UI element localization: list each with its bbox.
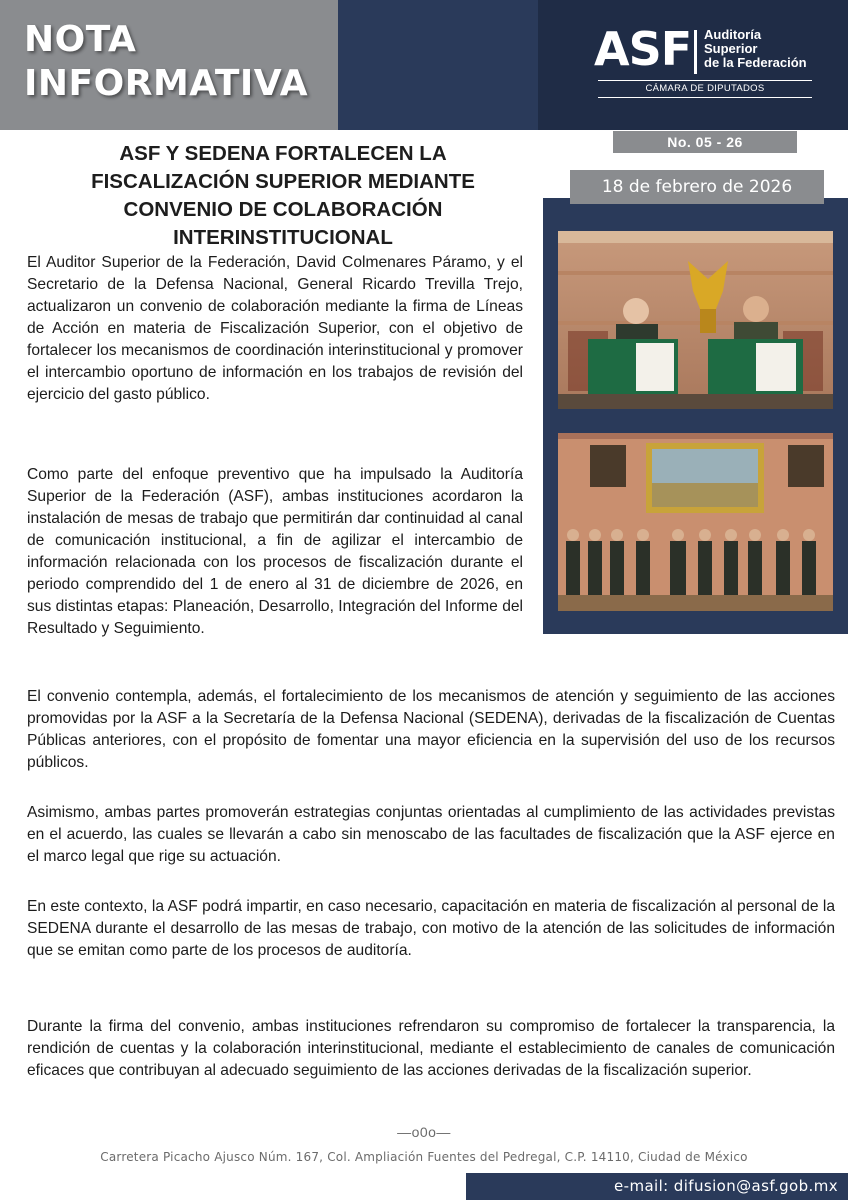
bulletin-date: 18 de febrero de 2026 — [570, 170, 824, 204]
document-title: NOTA INFORMATIVA — [24, 19, 309, 104]
logo-rule-top — [598, 80, 812, 81]
asf-logo — [594, 20, 824, 110]
logo-subtitle: CÁMARA DE DIPUTADOS — [645, 83, 765, 94]
logo-rule-bottom — [598, 97, 812, 98]
logo-name-line1: Auditoría — [704, 27, 762, 42]
end-ornament: —o0o— — [397, 1124, 451, 1140]
paragraph-6: Durante la firma del convenio, ambas instituciones refrendaron su compromiso de fortalecer la transparencia, la rendición de cuentas y la colaboración interinstitucional, mediante el establecimiento de canales de comunicación eficaces que contribuyan al adecuado seguimiento de las acciones derivadas de la fiscalización superior. — [27, 1018, 835, 1079]
paragraph-2: Como parte del enfoque preventivo que ha impulsado la Auditoría Superior de la Federación (ASF), ambas instituciones acordaron la instalación de mesas de trabajo que permitirán dar continuidad al canal de comunicación institucional, a fin de agilizar el intercambio de información relacionada con los procesos de fiscalización durante el periodo comprendido del 1 de enero al 31 de diciembre de 2026, en sus distintas etapas: Planeación, Desarrollo, Integración del Informe del Resultado y Seguimiento. — [27, 466, 523, 637]
logo-name-line2: Superior — [704, 41, 758, 56]
paragraph-3: El convenio contempla, además, el fortalecimiento de los mecanismos de atención y seguimiento de las acciones promovidas por la ASF a la Secretaría de la Defensa Nacional (SEDENA), derivadas de la fiscalización de Cuentas Públicas anteriores, con el propósito de fomentar una mayor eficiencia en la supervisión del uso de los recursos públicos. — [27, 688, 835, 771]
email-link[interactable]: e-mail: difusion@asf.gob.mx — [614, 1177, 838, 1195]
logo-divider — [694, 30, 697, 74]
headline: ASF Y SEDENA FORTALECEN LA FISCALIZACIÓN SUPERIOR MEDIANTE CONVENIO DE COLABORACIÓN INTERINSTITUCIONAL — [91, 142, 475, 249]
logo-name-line3: de la Federación — [704, 55, 807, 70]
address: Carretera Picacho Ajusco Núm. 167, Col. Ampliación Fuentes del Pedregal, C.P. 14110, Ciudad de México — [100, 1150, 748, 1164]
signing-photo — [558, 231, 833, 409]
logo-acronym: ASF — [594, 22, 692, 76]
paragraph-4: Asimismo, ambas partes promoverán estrategias conjuntas orientadas al cumplimiento de las actividades previstas en el acuerdo, las cuales se llevarán a cabo sin menoscabo de las facultades de fiscalización que la ASF ejerce en el marco legal que rige su actuación. — [27, 804, 835, 865]
paragraph-5: En este contexto, la ASF podrá impartir, en caso necesario, capacitación en materia de fiscalización al personal de la SEDENA durante el desarrollo de las mesas de trabajo, con motivo de la atención de las solicitudes de información que se emitan como parte de los procesos de auditoría. — [27, 898, 835, 959]
bulletin-number: No. 05 - 26 — [613, 131, 797, 153]
paragraph-1: El Auditor Superior de la Federación, David Colmenares Páramo, y el Secretario de la Defensa Nacional, General Ricardo Trevilla Trejo, actualizaron un convenio de colaboración mediante la firma de Líneas de Acción en materia de Fiscalización Superior, con el objetivo de fortalecer los mecanismos de coordinación interinstitucional y promover el intercambio oportuno de información en los trabajos de revisión del ejercicio del gasto público. — [27, 254, 523, 403]
group-photo — [558, 433, 833, 611]
